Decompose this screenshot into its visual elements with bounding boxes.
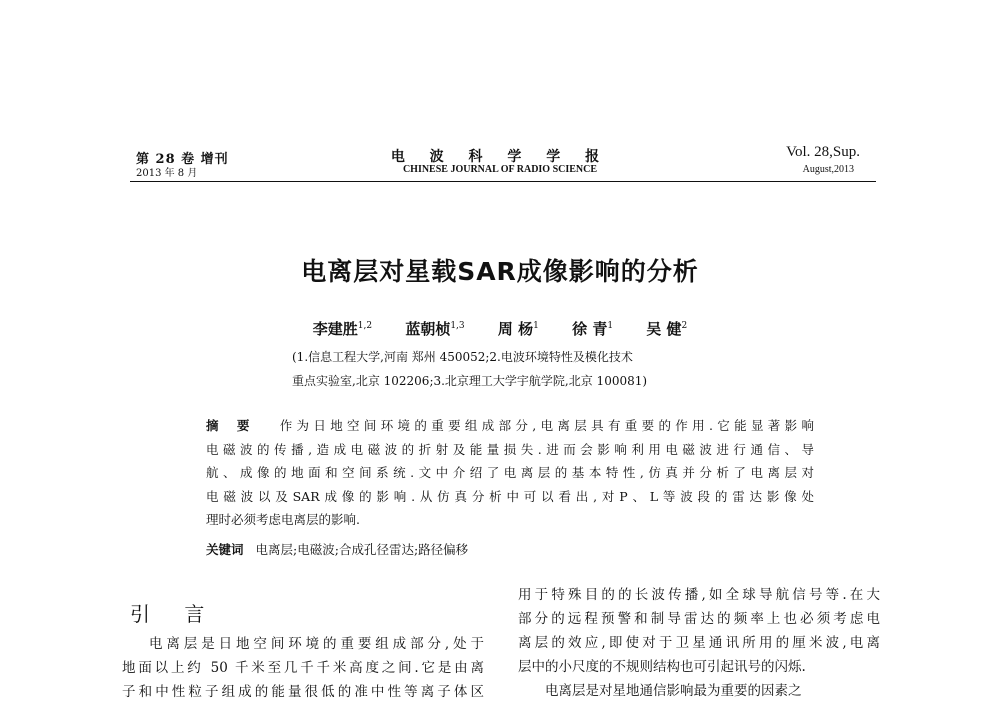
- date-en: August,2013: [802, 164, 854, 175]
- volume-cn: 第 28 卷 增刊: [136, 152, 229, 167]
- affiliation-line: (1.信息工程大学,河南 郑州 450052;2.电波环境特性及模化技术: [292, 350, 633, 364]
- abstract-line: 航、成像的地面和空间系统.文中介绍了电离层的基本特性,仿真并分析了电离层对: [206, 465, 814, 480]
- author-name: 吴 健: [646, 320, 682, 338]
- author-sup: 1: [533, 321, 539, 331]
- affiliation-line: 重点实验室,北京 102206;3.北京理工大学宇航学院,北京 100081): [292, 374, 648, 388]
- volume-en: Vol. 28,Sup.: [786, 144, 860, 160]
- paper-title: 电离层对星载SAR成像影响的分析: [301, 257, 699, 286]
- header-rule: [130, 181, 876, 182]
- abstract-line: [206, 414, 814, 438]
- author-sup: 1: [607, 321, 614, 331]
- body-column-left: [122, 632, 484, 704]
- author-name: 李建胜: [312, 320, 358, 338]
- keywords-text: 电离层;电磁波;合成孔径雷达;路径偏移: [255, 542, 469, 557]
- author-sup: 2: [681, 321, 688, 331]
- author-list: [0, 318, 1000, 339]
- section-heading: 引 言: [130, 602, 219, 626]
- author: [572, 320, 613, 338]
- body-column-right: [518, 583, 880, 703]
- author-name: 徐 青: [572, 320, 608, 338]
- body-line: 子和中性粒子组成的能量很低的准中性等离子体区: [122, 684, 484, 700]
- abstract-line: 电磁波的传播,造成电磁波的折射及能量损失.进而会影响利用电磁波进行通信、导: [206, 441, 814, 457]
- keywords: [206, 540, 468, 558]
- body-line: 层中的小尺度的不规则结构也可引起讯号的闪烁.: [518, 659, 806, 675]
- author-sup: 1,3: [450, 321, 465, 331]
- body-line: 电离层是日地空间环境的重要组成部分,处于: [149, 636, 484, 652]
- body-line: 地面以上约 50 千米至几千千米高度之间.它是由离: [122, 660, 484, 676]
- abstract-line: 电磁波以及SAR成像的影响.从仿真分析中可以看出,对P、L等波段的雷达影像处: [206, 488, 814, 504]
- author: [405, 320, 464, 338]
- abstract: [206, 414, 814, 532]
- date-cn: 2013 年 8 月: [136, 168, 198, 179]
- body-line: 电离层是对星地通信影响最为重要的因素之: [545, 683, 802, 699]
- abstract-label: 摘要: [206, 418, 268, 433]
- body-line: 离层的效应,即使对于卫星通讯所用的厘米波,电离: [518, 635, 880, 651]
- keywords-label: 关键词: [206, 542, 244, 557]
- author: [498, 320, 539, 338]
- author: [646, 320, 687, 338]
- abstract-text: 作为日地空间环境的重要组成部分,电离层具有重要的作用.它能显著影响: [279, 418, 814, 433]
- author-sup: 1,2: [357, 321, 373, 331]
- body-line: 用于特殊目的的长波传播,如全球导航信号等.在大: [518, 587, 880, 603]
- abstract-line: 理时必须考虑电离层的影响.: [206, 512, 360, 527]
- body-line: 部分的远程预警和制导雷达的频率上也必须考虑电: [518, 611, 880, 627]
- journal-en: CHINESE JOURNAL OF RADIO SCIENCE: [402, 164, 598, 175]
- author: [313, 320, 372, 338]
- author-name: 蓝朝桢: [405, 320, 451, 338]
- journal-cn: 电 波 科 学 学 报: [390, 149, 610, 165]
- author-name: 周 杨: [497, 320, 534, 338]
